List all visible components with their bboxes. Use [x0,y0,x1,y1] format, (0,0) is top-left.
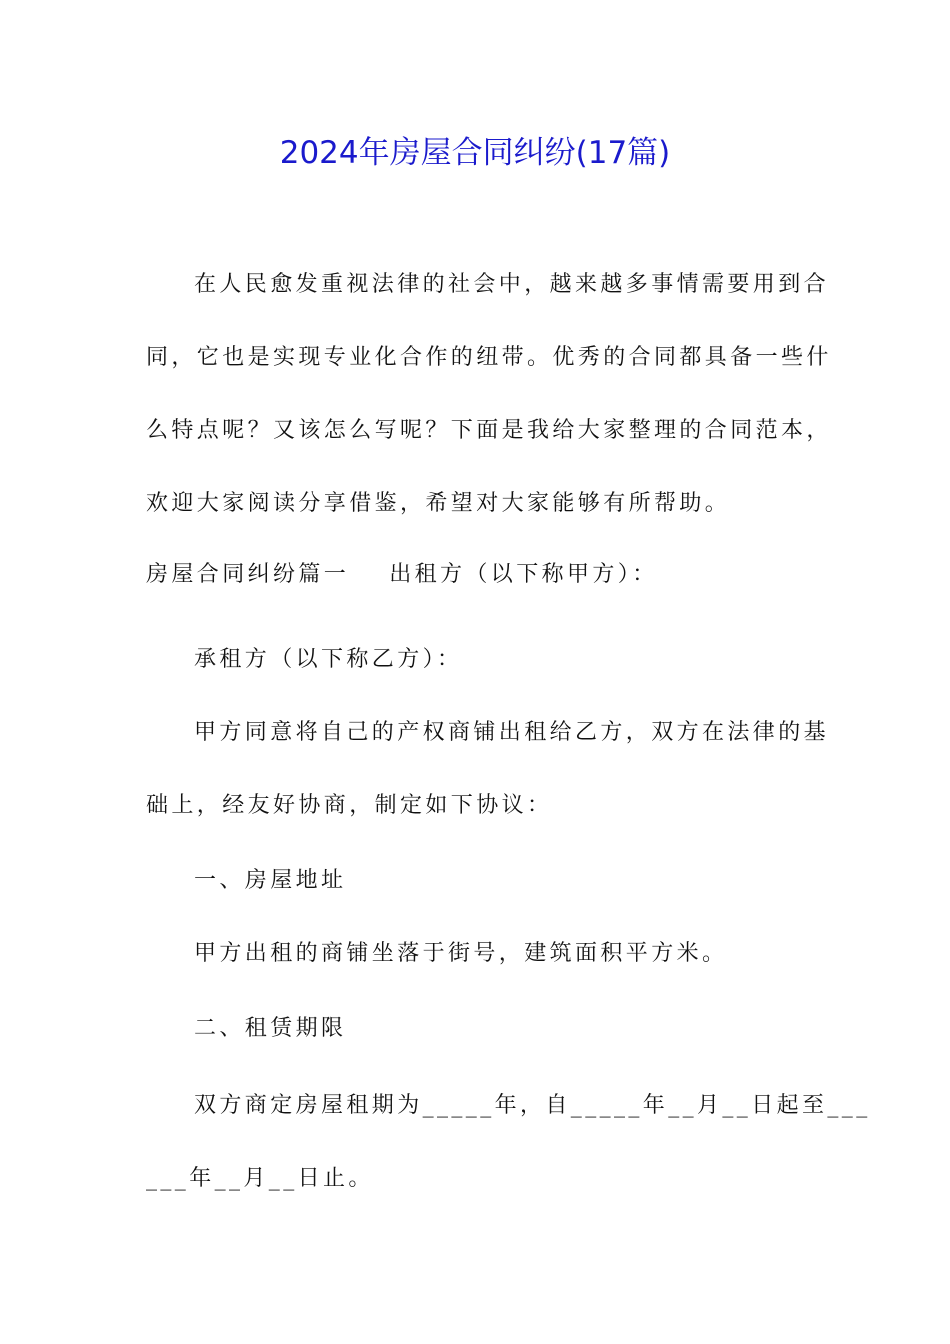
lessor-label: 出租方（以下称甲方）： [389,562,658,587]
clause1-body: 甲方出租的商铺坐落于街号，建筑面积平方米。 [194,941,728,966]
intro-line-2: 同，它也是实现专业化合作的纽带。优秀的合同都具备一些什 [146,345,832,370]
clause2-body-line-2: ___年__月__日止。 [146,1166,374,1191]
clause1-heading: 一、房屋地址 [194,868,347,893]
intro-line-1: 在人民愈发重视法律的社会中，越来越多事情需要用到合 [194,272,830,297]
agreement-line-2: 础上，经友好协商，制定如下协议： [146,793,553,818]
agreement-line-1: 甲方同意将自己的产权商铺出租给乙方，双方在法律的基 [194,720,830,745]
lessee-label: 承租方（以下称乙方）： [194,647,463,672]
intro-line-4: 欢迎大家阅读分享借鉴，希望对大家能够有所帮助。 [146,491,731,516]
clause2-heading: 二、租赁期限 [194,1016,347,1041]
document-title: 2024年房屋合同纠纷(17篇) [279,135,671,171]
section-line [146,558,658,592]
intro-line-3: 么特点呢？又该怎么写呢？下面是我给大家整理的合同范本， [146,418,832,443]
section-heading: 房屋合同纠纷篇一 [146,562,350,587]
clause2-body-line-1: 双方商定房屋租期为_____年，自_____年__月__日起至___ [194,1093,871,1118]
